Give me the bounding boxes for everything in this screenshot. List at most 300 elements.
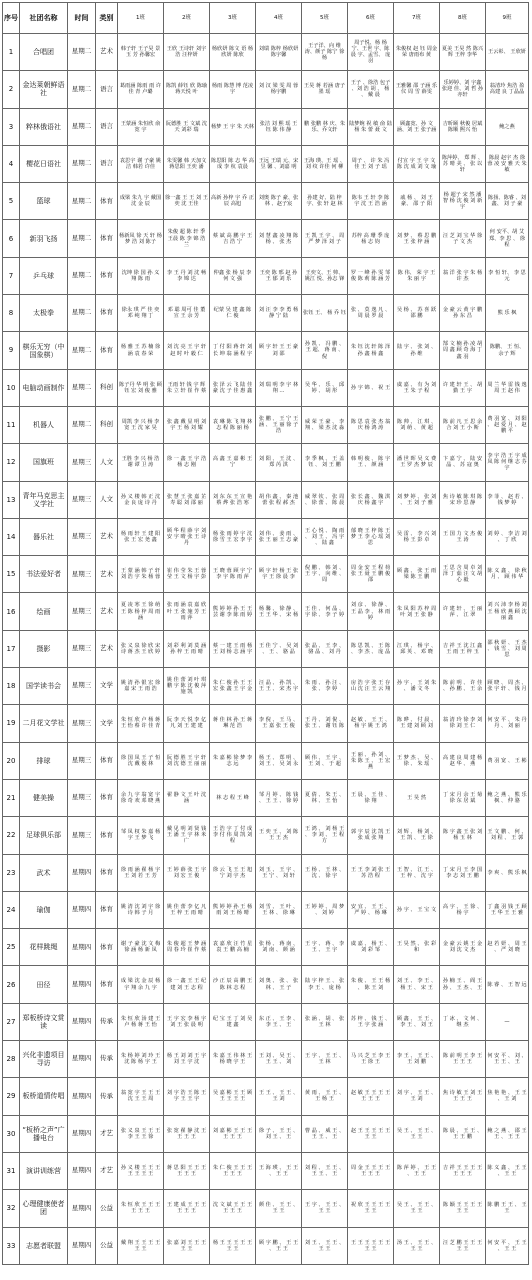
class-1-members: 朱 杨 婷 刘 玲 王 沈 陈 杨 宇 王 [118, 1041, 164, 1078]
class-6-members: 陈 思 袁 张 杰 翁 庆 杨 鸿 涛 [348, 406, 394, 443]
class-2-members: 徐 一 鑫 王 王 纪 建 刘 王 志 程 [164, 966, 210, 1003]
class-3-members: 林 志 程 王 峰 [210, 779, 256, 816]
club-time: 星期四 [68, 854, 96, 891]
class-4-members: 东 正 、 王 李 、 李 王 、 王 [256, 1003, 302, 1040]
class-8-members: 高 建 良 周 建 杨 赵 华 、 燕 [440, 742, 486, 779]
club-time: 星期三 [68, 481, 96, 518]
club-name: 心理健康使者团 [20, 1190, 68, 1227]
row-number: 33 [3, 1227, 20, 1264]
table-row [3, 34, 529, 71]
class-5-members: 孙 凯 、 冯 鹏 、 王 超、 蒋 南 、 倪 [302, 332, 348, 369]
class-8-members: 卞 嘉 宁 、 陆 安 晶 、 苏 寇 奥 [440, 444, 486, 481]
class-2-members: 张 鑫 戴 显 明 刘 宇 王 杨 刘 耀 [164, 406, 210, 443]
class-8-members: 翁 洋 张 宇 朱 杨 许 杰 [440, 257, 486, 294]
club-time: 星期四 [68, 929, 96, 966]
class-8-members: 汪 芝 鹏 王 王 王 王 王 [440, 1227, 486, 1264]
class-7-members: 陈 晔 、 付 晨 、 王 建 刘 顾 刘 [394, 705, 440, 742]
club-time: 星期二 [68, 220, 96, 257]
class-6-members: 郁 晓 王 梓 陈 王 梦 王 李 心 瑶 刘 思 [348, 518, 394, 555]
class-8-members: 王 思 含 周 卓 刘 泽 丁 茹 汪 文 胡 心 毅 [440, 556, 486, 593]
class-3-members: 张 泽 云 飞 陆 佳 豪 沈 子 佳 惠 鑫 [210, 369, 256, 406]
club-time: 星期三 [68, 668, 96, 705]
column-header-class-2: 2班 [164, 3, 210, 34]
class-9-members: 何 安 平 、 朱 丹 丹 、 刘 丽 [486, 705, 529, 742]
club-category: 体育 [96, 779, 118, 816]
row-number: 19 [3, 705, 20, 742]
class-5-members: 刘 程 、 王 王 、 王 王 、 王 [302, 1152, 348, 1189]
class-3-members: 沈 文 斌 王 王 王 王 王 王 [210, 1190, 256, 1227]
class-4-members: 王 海 瑛 、 王 王 、 王 王 [256, 1152, 302, 1189]
row-number: 2 [3, 71, 20, 108]
row-number: 15 [3, 556, 20, 593]
class-9-members: 陈扬、陈睿 、刘鑫、 刘 子 豪 [486, 183, 529, 220]
class-6-members: 安 宜 、 王 王 、 严 婷 、 杨 琳 [348, 891, 394, 928]
class-2-members: 王 宇 宏 李 杨 宇 刘 王 张 晨 明 [164, 1003, 210, 1040]
class-6-members: 赵 王 王 王 王 王 王 王 [348, 1115, 394, 1152]
club-name: 花样跳绳 [20, 929, 68, 966]
class-9-members: 顾 晓 、 周 杰 、 张 宇 轩 、 钱 月 [486, 668, 529, 705]
club-name: 篮球 [20, 183, 68, 220]
table-row [3, 145, 529, 182]
class-2-members: 张 慧 王 张 嘉 芷 寿 聪 刘 邵 丽 [164, 481, 210, 518]
class-1-members: 翁 宽 宇 王 王 王 沈 王 王 周 [118, 1078, 164, 1115]
table-row [3, 1190, 529, 1227]
club-name: 健美操 [20, 779, 68, 816]
class-3-members: 杨 王 王 王 王 王 王 王 [210, 1227, 256, 1264]
table-row [3, 1041, 529, 1078]
club-category: 艺术 [96, 556, 118, 593]
class-1-members: 袁思宇 谢 子豪 姚洁 韩若 许佳 [118, 145, 164, 182]
club-category: 人文 [96, 481, 118, 518]
club-time: 星期三 [68, 444, 96, 481]
class-9-members: 陈鹏、 王 恒、 余子 辉 [486, 332, 529, 369]
class-6-members: 周 金 安 王 程 荷 张 王 聂 王 鹏 俊 邵 [348, 556, 394, 593]
row-number: 29 [3, 1078, 20, 1115]
row-number: 32 [3, 1190, 20, 1227]
class-1-members: 朱 恒 欣 卢 杨 蒋 王 怡 蔡 许 佳 青 [118, 705, 164, 742]
class-6-members: 苏梓 高 珊 季 庞 杨 志 钧 [348, 220, 394, 257]
class-5-members: 王 心 悦 、 陶 雨 、 刘 王 、 冯 宇 、 陆 鑫 [302, 518, 348, 555]
class-1-members: 杨 雅 王 苏 楠 徐 涵 袁 春 荣 [118, 332, 164, 369]
club-category: 语言 [96, 145, 118, 182]
class-3-members: 刘 嘉 彬 王 王 王 王 王 王 [210, 1115, 256, 1152]
class-9-members: 何 安平、胡 艾 郑、李 思 、 徐 程 [486, 220, 529, 257]
column-header-1: 社团名称 [20, 3, 68, 34]
class-4-members: 顾 宇 轩 王 王 豪 刘 邵 [256, 332, 302, 369]
class-4-members: 刘奥 陈子 豪、张 林 、赵子宸 [256, 183, 302, 220]
club-name: 板桥道情传唱 [20, 1078, 68, 1115]
class-7-members: 吴 雷 、 李 兴 刘 杨 王 彭 卓 [394, 518, 440, 555]
row-number: 30 [3, 1115, 20, 1152]
club-name: 电脑动画制作 [20, 369, 68, 406]
class-4-members: 刘 汪 李 李 勇 杨 静 宁 陆 [256, 295, 302, 332]
class-1-members: 谢 子 豪 沈 文 梅 徐 涵 杨 新 凤 [118, 929, 164, 966]
class-9-members: 邵 秋 妍 、 王 杰 、 钱 雪 、 刘 周 思 [486, 630, 529, 667]
class-5-members: 曹 晶 、 威 王 、 王 王 、 王 [302, 1115, 348, 1152]
class-3-members: 蔡 斌 高 鹏 宇 王 吉 浩 宁 [210, 220, 256, 257]
club-category: 体育 [96, 854, 118, 891]
class-7-members: 顾 鑫 、 王 王 、 李 王 、 刘 王 [394, 1003, 440, 1040]
club-category: 文学 [96, 668, 118, 705]
class-6-members: 祝 欣 王 王 王 王 王 王 [348, 1190, 394, 1227]
class-1-members: 韩子轩 王子昊 景玉 芳 孙馨宏 [118, 34, 164, 71]
column-header-class-4: 4班 [256, 3, 302, 34]
class-9-members: — [486, 1003, 529, 1040]
class-6-members: 张 长 鑫 、 魏 淇 庆 杨 鑫 宇 [348, 481, 394, 518]
class-9-members: 焦 艳 艳 、 王 王 、 王 刘 [486, 1078, 529, 1115]
club-category: 文学 [96, 705, 118, 742]
class-6-members: 刘 彦 、 徐 静 、 王 晶 李 、 林 雨 婷 [348, 593, 394, 630]
class-4-members: 刘 玉 、 王 宇 、 王 宁 、 刘 轩 [256, 854, 302, 891]
class-7-members: 王 昊 然 、 张 彩 和 [394, 929, 440, 966]
club-time: 星期二 [68, 34, 96, 71]
table-row [3, 891, 529, 928]
class-7-members: 付宣 宇 王 宇 文 陈 沈 成 刘 文 瑜 [394, 145, 440, 182]
club-category: 艺术 [96, 593, 118, 630]
class-3-members: 袁 嘉 欣 汪 竹 星 袁 王 鹏 高 楠 [210, 929, 256, 966]
class-5-members: 王海 瑛、王 瑶 、 刘 纹 许佳 何 柳 [302, 145, 348, 182]
class-3-members: 高新 孙梓 宇 乔 正辰 高旭 [210, 183, 256, 220]
class-3-members: 袁 琳 陈 飞 翔 林 志 程 陈 丽 杨 [210, 406, 256, 443]
class-3-members: 熊 婷 婷 孙 王 杨 雨 刘 王 杨 晴 [210, 891, 256, 928]
class-9-members: 鲍 之 燕 、 邵 王 王 、 王 王 [486, 1115, 529, 1152]
table-row [3, 295, 529, 332]
class-2-members: 朱俊 超 陈 轩 季 王晨 陈 李 锦 浩 兰 [164, 220, 210, 257]
row-number: 16 [3, 593, 20, 630]
club-time: 星期三 [68, 518, 96, 555]
club-time: 星期三 [68, 630, 96, 667]
class-9-members: 陈 义 鑫 、 徐 秋 月 、 顾 伟 华 [486, 556, 529, 593]
class-3-members: 朱 仁 俊 王 王 王 王 王 王 [210, 1152, 256, 1189]
class-3-members: 刘 东 东 王 宣 艳 蔡 烨 张 浩 寒 [210, 481, 256, 518]
row-number: 6 [3, 220, 20, 257]
row-number: 27 [3, 1003, 20, 1040]
table-row [3, 406, 529, 443]
row-number: 11 [3, 406, 20, 443]
class-5-members: 夏 倩 、 朱 王 、 林 、 王 怡 [302, 779, 348, 816]
table-row [3, 1078, 529, 1115]
class-3-members: 丁 付 阳 蒋 轩 刘 长 坤 翁 涵 程 宇 [210, 332, 256, 369]
club-category: 艺术 [96, 34, 118, 71]
club-name: 足球俱乐部 [20, 817, 68, 854]
class-7-members: 潘 世 晖 吴 义 费 王 罗 杰 梦 辰 [394, 444, 440, 481]
column-header-class-5: 5班 [302, 3, 348, 34]
class-3-members: 熊 婷 婷 孙 王 王 芸 谢 李 陈 雨 婷 [210, 593, 256, 630]
class-4-members: 胡 伟 鑫 、 秦 池 蕾 张 程 郝 杰 [256, 481, 302, 518]
class-5-members: 朱 雨 、 孙 汪 、 张 、 李 婷 [302, 668, 348, 705]
class-2-members: 徐一鑫 王 王 刘 王奕 沈 王佳 [164, 183, 210, 220]
table-row [3, 817, 529, 854]
table-row [3, 929, 529, 966]
club-time: 星期四 [68, 1041, 96, 1078]
class-1-members: 王 蒙 涵 韩 子 轩 刘 浩 宇 朱 杨 蓉 [118, 556, 164, 593]
class-4-members: 顾 宇 鹏 、 王 王 、 王 王 [256, 1227, 302, 1264]
class-9-members: 何 安 平 、 王 王 、 王 王 [486, 1227, 529, 1264]
club-name: 书法爱好者 [20, 556, 68, 593]
class-2-members: 王 建 成 王 王 王 王 王 王 [164, 1190, 210, 1227]
class-7-members: 汤 王 、 王 王 、 王 王 [394, 1227, 440, 1264]
table-body [3, 34, 529, 1265]
class-6-members: 王 晨 、 王 佳 、 徐 翔 [348, 779, 394, 816]
table-row [3, 779, 529, 816]
class-6-members: 韩 明 俊 、 陈 宇 王 、 颜 涵 [348, 444, 394, 481]
class-8-members: 陈 前 凡 王 思 余 合 刘 王 小 斯 [440, 406, 486, 443]
class-4-members: 刘 阳 、 王 沈 、 郑 芮 淇 [256, 444, 302, 481]
class-8-members: 陈 宇 鑫 王 张 刘 杨 玉 林 [440, 817, 486, 854]
class-8-members: 焦 诗 敏 王 刘 王 王 王 王 [440, 1078, 486, 1115]
class-2-members: 姚 佳 蕾 李 亿 凡 王 梓 王 雨 晴 [164, 891, 210, 928]
row-number: 22 [3, 817, 20, 854]
class-6-members: 郭 宇 辰 沈 凯 王 张 成 张 翔 [348, 817, 394, 854]
class-9-members: 费 羽 宽 、 刘 阳 、 赵 爱 月 、 赵 鹏 平 [486, 406, 529, 443]
class-4-members: 刘 汉 梁 雯 周 蓉 杨宇鹏 [256, 71, 302, 108]
class-3-members: 杨 张 雨 婷 宇 沈 徐 雪 王 宏 李 宇 [210, 518, 256, 555]
club-category: 语言 [96, 71, 118, 108]
class-5-members: 王 宇 、 王 王 、 王 王 [302, 1190, 348, 1227]
club-time: 星期二 [68, 406, 96, 443]
class-2-members: 朱 俊 超 王 梦 涵 周 春 玲 崔 作 蔡 [164, 929, 210, 966]
class-4-members: 刘瑞 陈梓 杨欣妍 陈宇馨 [256, 34, 302, 71]
club-time: 星期三 [68, 593, 96, 630]
club-category: 体育 [96, 966, 118, 1003]
class-1-members: 徐 雨 涵 翟 杨 宇 王 刘 若 王 芳 [118, 854, 164, 891]
class-1-members: 葛雨涵 陈雨 雨 许佳 青 卢璐 [118, 71, 164, 108]
class-3-members: 朱 嘉 王 伟 林 王 杨 晓 宇 王 [210, 1041, 256, 1078]
club-time: 星期四 [68, 1115, 96, 1152]
class-1-members: 成 梁 沈 金 辰 杨 宇 翔 余 九 宇 [118, 966, 164, 1003]
class-8-members: 金 豪 云 黄 宇 鹏 孙 东 昌 [440, 295, 486, 332]
class-2-members: 王雨 轩 钱 宇 辉 朱 立 轩 崔 作 蔡 [164, 369, 210, 406]
class-6-members: 罗 一 峰 孙 雯 邹 俊 陈 莉 陈 涵 芳 [348, 257, 394, 294]
class-1-members: 张 义 泉 徐 欣 宋 诗 蒋 杰 王 欣 婷 [118, 630, 164, 667]
club-category: 体育 [96, 295, 118, 332]
class-9-members: 李 爽 、 熊 乐 枫 [486, 854, 529, 891]
club-name: 粹林俄语社 [20, 108, 68, 145]
class-3-members: 杨雨 陈慧 博 范凌宇 [210, 71, 256, 108]
class-1-members: 王胜 李 兴 杨 浩 谢 谭 卫 涛 [118, 444, 164, 481]
class-9-members: 丁 鑫 羽 钱 王 顾 王 华 王 王 雅 [486, 891, 529, 928]
row-number: 28 [3, 1041, 20, 1078]
class-7-members: 刘 宇 、 王 王 、 王 刘 [394, 1078, 440, 1115]
class-8-members: 丁 宋 月 王 李 国 李 志 刘 王 鹏 [440, 854, 486, 891]
class-9-members: 赵 若 妍 、 周 王 、 严 刘 晓 [486, 929, 529, 966]
class-2-members: 朱雯馨 韩 天加文 蒋思阳 王奕 潘 [164, 145, 210, 182]
column-header-class-7: 7班 [394, 3, 440, 34]
class-4-members: 刘 奥 、 张 、 张 林 、 王 子 [256, 966, 302, 1003]
club-name: “板桥之声”广播电台 [20, 1115, 68, 1152]
class-7-members: 王 梦 杰 、 吴 、 徐 、 朱 瑶 [394, 742, 440, 779]
class-3-members: 沙 正 辰 高 鹏 王 陈 林 志 程 [210, 966, 256, 1003]
class-5-members: 张 晶 、 王 李 、 骆 晶 、 刘 丹 [302, 630, 348, 667]
class-1-members: 杨 雨 轩 王 建 阳 张 王 宏 尧 鑫 [118, 518, 164, 555]
class-9-members: 陈 义 鑫 、 王 王 、 王 王 [486, 1152, 529, 1189]
club-category: 体育 [96, 183, 118, 220]
class-8-members: 陈 晨 、 王 王 、 王 王 鹏 [440, 1115, 486, 1152]
class-9-members: 何 安 平 、 刘 、 王 王 、 王 [486, 1041, 529, 1078]
table-row [3, 705, 529, 742]
class-3-members: 纪 宝 王 丁 刘 吴 建 鑫 [210, 1003, 256, 1040]
column-header-2: 时间 [68, 3, 96, 34]
club-time: 星期二 [68, 332, 96, 369]
club-name: 太极拳 [20, 295, 68, 332]
class-2-members: 张 雨 涵 袁 嘉 欣 叶 王 张 施 芳 王 雨 萍 [164, 593, 210, 630]
class-3-members: 王 晓 蓉 顾 宇 宁 李 宇 陈 雨 萍 [210, 556, 256, 593]
club-name: 合唱团 [20, 34, 68, 71]
class-3-members: 朱 嘉 彬 徐 梦 李 志 远 [210, 742, 256, 779]
class-5-members: 顾 伟 、 王 宇 、 王 刘 、 于 超 [302, 742, 348, 779]
row-number: 8 [3, 295, 20, 332]
column-header-3: 类别 [96, 3, 118, 34]
column-header-class-6: 6班 [348, 3, 394, 34]
row-number: 5 [3, 183, 20, 220]
class-3-members: 蒋 佳 林 孙 王 蒋 琳 范 浩 [210, 705, 256, 742]
class-8-members: 翁 清 玲 徐 李 刘 徐 刘 王 仁 [440, 705, 486, 742]
class-9-members: 王云彰、 王欣妍 [486, 34, 529, 71]
row-number: 17 [3, 630, 20, 667]
class-2-members: 阮 德 胜 王 宇 轩 刘 沈 德 王 丽 丽 [164, 742, 210, 779]
class-4-members: 顾 宇 轩 杨 王 张 宇 王 徐 晨 李 [256, 556, 302, 593]
row-number: 18 [3, 668, 20, 705]
class-6-members: 陈 思 凯 、 王 陈 、 李 杰 、 庞 晶 [348, 630, 394, 667]
row-number: 24 [3, 891, 20, 928]
class-7-members: 孙 宇 、 王 宝 文 [394, 891, 440, 928]
class-8-members: 杨 超子 宋 然 潘 智 杨 沈 俊 刘 新 宇 [440, 183, 486, 220]
column-header-class-3: 3班 [210, 3, 256, 34]
table-row [3, 966, 529, 1003]
club-time: 星期二 [68, 71, 96, 108]
class-2-members: 邓 聪 周可 佳 董 宣 王 余 芳 [164, 295, 210, 332]
class-8-members: 王 国 力 文 杰 俊 王 涛 [440, 518, 486, 555]
class-1-members: 张 义 泉 王 王 王 李 王 王 徐 [118, 1115, 164, 1152]
club-time: 星期四 [68, 1078, 96, 1115]
class-6-members: 周子 、 许 朱 冯 佳 王 刘 子 瑶 [348, 145, 394, 182]
class-9-members: 李 菲 、 赵 若 、 钱 梦 婷 [486, 481, 529, 518]
class-6-members: 王 王 李 刘 张 王 苏 浩 程 [348, 854, 394, 891]
class-2-members: 陈凯 薛钰 欣 陈瑜 蒋天悦 叶 [164, 71, 210, 108]
class-6-members: 王子 、徐浩 包子 、刘 浩 胡 、 杨 、 戴 晨 [348, 71, 394, 108]
class-7-members: 江 琪 、 杨 宇 、 邱 英 、 邓 晓 [394, 630, 440, 667]
class-6-members: 马 兴 芝 王 李 王 王 徐 王 [348, 1041, 394, 1078]
club-roster-table [2, 2, 529, 1265]
class-9-members: 费 羽 宽 、 王 彬 [486, 742, 529, 779]
table-row [3, 742, 529, 779]
class-1-members: 戴 翔 王 王 王 王 王 王 [118, 1227, 164, 1264]
class-5-members: 鹏 张鹏 林 庆、朱 乐、乔文轩 [302, 108, 348, 145]
class-5-members: 王 宇 、 王 王 、 王 林 [302, 1041, 348, 1078]
class-3-members: 高 鑫 王 嘉 彬 王 宁 [210, 444, 256, 481]
class-8-members: 夏美 王昊 然 陈兴辉 王梓 李华 [440, 34, 486, 71]
class-4-members: 杨 王 、 郑 明 、 刘 王 、 吴 刘 永 [256, 742, 302, 779]
class-2-members: 阮德胜 王 文斌 沈 天 刘彩 瑞 [164, 108, 210, 145]
class-3-members: 朱 仁 俊 孙 王 王 宏 张 鑫 王 宇 金 [210, 668, 256, 705]
row-number: 9 [3, 332, 20, 369]
class-1-members: 孙 义 楼 韩 正 沈 金 良 庞 诗 丹 [118, 481, 164, 518]
club-name: 新羽飞扬 [20, 220, 68, 257]
class-6-members: 苏 梓 、 钱 王 、 王 宇 张 涵 [348, 1003, 394, 1040]
club-category: 公益 [96, 1190, 118, 1227]
class-2-members: 姚 佳 蕾 刘 叶 琪 鹏 宇 陈 沈 俊 萍 施 凯 [164, 668, 210, 705]
class-1-members: 朱 恒 欣 汤 建 王 卢 杨 蒋 王 怡 [118, 1003, 164, 1040]
class-9-members: 鲍 之 燕 、 熊 乐 枫 、 仲 骆 [486, 779, 529, 816]
club-name: 国学读书会 [20, 668, 68, 705]
class-3-members: 陈思阳 陈 志 华 高成 李 杭 袁晨 [210, 145, 256, 182]
class-3-members: 杨欣妍 陈文 语 杨欣妍 陈欣 [210, 34, 256, 71]
club-time: 星期四 [68, 1190, 96, 1227]
class-4-members: 王 刘 、 吴 王 、 王 王 、 刘 [256, 1041, 302, 1078]
club-category: 体育 [96, 929, 118, 966]
class-2-members: 阮 李 天 悦 李 亿 凡 刘 王 建 建 [164, 705, 210, 742]
club-name: 郑板桥诗文赏读 [20, 1003, 68, 1040]
table-row [3, 71, 529, 108]
class-7-members: 朱俊权 赵 钰 周金荣 唐雨布 黄 [394, 34, 440, 71]
class-8-members: 丁 宋 月 余 王 菊 徐 东 居 斌 [440, 779, 486, 816]
club-name: 绘画 [20, 593, 68, 630]
class-2-members: 崔 伟 莹 朱 王 蓉 莹 王 文 杨 宇 彭 [164, 556, 210, 593]
club-name: 青年马克思主义学社 [20, 481, 68, 518]
class-6-members: 张 、 莫 逸 凡 、 周 晨 罗 晨 [348, 295, 394, 332]
class-5-members: 王 婷 婷 、 周 梦 、 刘 婷 [302, 891, 348, 928]
class-5-members: 张 涵 、 胡 、 张 王 林 [302, 1003, 348, 1040]
class-9-members: 周 兰 华 雷 钱 逸 周 王 赵 伟 [486, 369, 529, 406]
class-2-members: 戴 见 明 刘 贤 钱 王 潘 王 宇 林 米 广 [164, 817, 210, 854]
class-5-members: 王昊 蒋 若涵 唐子 墨 瑶 [302, 71, 348, 108]
row-number: 10 [3, 369, 20, 406]
class-6-members: 周子悦、杨 杨宁、王世 宇、陈晨 宇、孟雪、 庞羽 [348, 34, 394, 71]
class-5-members: 王 鸿 、 刘 杨 王 、 李 刘 、 王 程 方 [302, 817, 348, 854]
row-number: 23 [3, 854, 20, 891]
class-4-members: 杨 馨 、 徐 静 、 王 王 华 、 宋 杨 [256, 593, 302, 630]
club-category: 艺术 [96, 630, 118, 667]
class-7-members: 王 智 、 江 王 、 王 梓 、 沈 宇 [394, 854, 440, 891]
class-1-members: 姚 清 沈 刘 宇 徐 诗 韩 子 月 [118, 891, 164, 928]
class-7-members: 刘 梦 婷 、 张 刘 、 王 刘 子 雅 [394, 481, 440, 518]
class-2-members: 刘 宇 浩 王 陈 王 宇 王 王 宇 [164, 1078, 210, 1115]
class-1-members: 朱 恒 欣 王 王 王 王 王 王 [118, 1190, 164, 1227]
row-number: 12 [3, 444, 20, 481]
club-time: 星期二 [68, 183, 96, 220]
club-name: 国旗班 [20, 444, 68, 481]
club-name: 兴化非遗项目寻访 [20, 1041, 68, 1078]
class-3-members: 纪蒙 吴 建 鑫 陈 仁 俊 [210, 295, 256, 332]
table-row [3, 369, 529, 406]
class-7-members: 戚 杨 、 刘 王 豪、 邵 子 阳 [394, 183, 440, 220]
class-5-members: 王 佳 、 何 晶 、 宇 徐 、 李 子 婷 [302, 593, 348, 630]
class-4-members: 王远 王瑞 元、宋昱 馨 、刘嘉 明 [256, 145, 302, 182]
club-name: 摄影 [20, 630, 68, 667]
class-5-members: 吴 华 、 乐 、 邱 婷 、 胡 彤 [302, 369, 348, 406]
club-category: 体育 [96, 742, 118, 779]
class-4-members: 刘 雪 、 王 叶 、 王 林 、 徐 琳 [256, 891, 302, 928]
class-4-members: 徐 子 、 王 王 、 刘 王 、 王 [256, 1115, 302, 1152]
table-row [3, 1115, 529, 1152]
club-category: 人文 [96, 444, 118, 481]
class-5-members: 黄 雨 、 王 王 、 王 杨 王 [302, 1078, 348, 1115]
class-7-members: 陈 伟、 荣 宇 王 朱 丽 宇 [394, 257, 440, 294]
class-8-members: 陈 颖 王 王 王 王 王 王 [440, 1190, 486, 1227]
class-8-members: 吉昕颐 秋俊 居斌 陈顺 熙兴 怡 [440, 108, 486, 145]
class-1-members: 沈坤 徐 国 孙 义 翔 陈 雨 [118, 257, 164, 294]
class-7-members: 朱 凤 阳 苏 梓 周 叶 刘 王 张 静 [394, 593, 440, 630]
class-4-members: 刘 伟 、 姜 雨 、 张 王 丽 王 志 豪 [256, 518, 302, 555]
table-row [3, 854, 529, 891]
club-name: 志愿者联盟 [20, 1227, 68, 1264]
class-8-members: 丁 冰 、 文 何 、 继 杰 [440, 1003, 486, 1040]
table-row [3, 108, 529, 145]
club-category: 语言 [96, 108, 118, 145]
class-2-members: 蒋 思 阳 王 王 王 王 王 王 [164, 1152, 210, 1189]
class-5-members: 王奕文、王 帅、姚江 悦、孙志 锋 [302, 257, 348, 294]
class-5-members: 刘 王 、 王 王 、 王 王 [302, 1227, 348, 1264]
